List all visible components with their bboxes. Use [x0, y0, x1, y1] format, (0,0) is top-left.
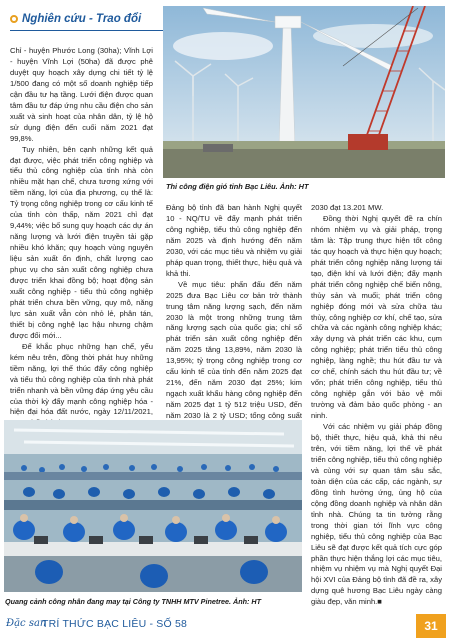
section-divider: [10, 30, 170, 31]
page-number-box: [416, 614, 446, 638]
page-footer: [0, 614, 450, 640]
paragraph: 2030 đạt 13.201 MW.: [311, 203, 384, 212]
paragraph: Đảng bộ tỉnh đã ban hành Nghị quyết 10 - NQ/TU về đẩy mạnh phát triển công nghiệp, tiểu thủ công nghiệp đến năm 2025 và định hướng đến năm 2030, với các mục tiêu và nhiệm vụ giải pháp quan trọng, thiết thực, hiệu quả và khả thi.: [166, 203, 302, 278]
paragraph: Với các nhiệm vụ giải pháp đồng bộ, thiết thực, hiệu quả, khả thi nêu trên, với tiềm năng, lợi thế về phát triển công nghiệp, tiểu thủ công nghiệp và cùng với sự quan tâm sâu sắc, toàn diện của các cấp, các ngành, sự đồng tình hưởng ứng, ủng hộ của cộng đồng doanh nghiệp và nhân dân tỉnh nhà. Chúng ta tin tưởng rằng trong thời gian tới lĩnh vực công nghiệp, tiểu thủ công nghiệp của Bạc Liêu sẽ đạt được kết quả tích cực góp phần thực hiện thắng lợi các mục tiêu, nhiệm vụ nhiệm vụ mà Nghị quyết Đại hội XVI của Đảng bộ tỉnh đã đề ra, xây dựng quê hương Bạc Liêu ngày càng giàu đẹp, văn minh.■: [311, 422, 442, 607]
paragraph: Về mục tiêu: phấn đấu đến năm 2025 đưa Bạc Liêu cơ bản trở thành trung tâm năng lượng sạch, đến năm 2030 là một trong những trung tâm năng lượng sạch của quốc gia; chỉ số phát triển sản xuất công nghiệp đến năm 2025 tăng 13,89%, năm 2030 là 13,95%; tỷ trọng công nghiệp trong cơ cấu kinh tế của tỉnh đến năm 2025 đạt 21%, đến năm 2030 đạt 25%; kim ngạch xuất khẩu hàng công nghiệp đến năm 2025 đạt 1 tỷ 512 triệu USD, đến năm 2030 là 2 tỷ USD; tổng công suất: [166, 279, 302, 421]
page-number: 31: [424, 619, 438, 633]
article-column-2: [166, 203, 302, 444]
paragraph: Tuy nhiên, bên cạnh những kết quả đạt được, việc phát triển công nghiệp và tiểu thủ công nghiệp của tỉnh nhà còn nhiều mặt hạn chế, chưa tương xứng với tiềm năng, lợi của địa phương, cụ thể là: Tỷ trọng công nghiệp trong cơ cấu kinh tế của tỉnh còn thấp, năm 2021 chỉ đạt 9,44%; việc bố sung quy hoạch các dự án năng lượng và lưới điện truyền tải gặp nhiều khó khăn; quy hoạch vùng nguyên liệu sản xuất ổn định, chất lượng cao phục vụ cho sản xuất công nghiệp chưa được triển khai đồng bộ; hoạt động sản xuất công nghiệp - tiểu thủ công nghiệp phát triển chưa bền vững, quy mô, năng lực sản xuất vẫn còn nhỏ lẻ, phân tán, thiết bị công nghệ lạc hậu nhưng chậm được đổi mới...: [10, 144, 153, 340]
section-title: Nghiên cứu - Trao đổi: [22, 13, 142, 25]
factory-workers-photo: [4, 420, 302, 592]
wind-turbine-photo: [163, 6, 445, 178]
publication-title: TRÍ THỨC BẠC LIÊU - SỐ 58: [42, 618, 188, 630]
paragraph: Để khắc phục những hạn chế, yếu kém nêu trên, đồng thời phát huy những tiềm năng, lợi thế thúc đẩy công nghiệp và tiểu thủ công nghiệp của tỉnh nhà phát triển nhanh và bền vững đáp ứng yêu cầu của thời kỳ đẩy mạnh công nghiệp hóa - hiện đại hóa đất nước, ngày 12/11/2021,: [10, 341, 153, 417]
section-label: [10, 10, 141, 28]
paragraph: Chỉ - huyện Phước Long (30ha); Vĩnh Lợi - huyện Vĩnh Lợi (50ha) đã được phê duyệt quy hoạch xây dựng chi tiết tỷ lệ 1/500 đang có một số doanh nghiệp tiếp cận đầu tư hạ tầng. Lưới điện được quan tâm đầu tư đáp ứng nhu cầu điện cho sản xuất và sinh hoạt của nhân dân, tỷ lệ hộ sử dụng điện đến cuối năm 2021 đạt 99,8%.: [10, 46, 153, 143]
article-column-3: [311, 203, 442, 608]
article-column-1: [10, 46, 153, 429]
photo-caption: Thi công điện gió tỉnh Bạc Liêu. Ảnh: HT: [166, 182, 309, 191]
photo-caption: Quang cảnh công nhân đang may tại Công ty TNHH MTV Pinetree. Ảnh: HT: [5, 597, 261, 606]
magazine-brand: Đặc san: [6, 618, 47, 629]
paragraph: Đồng thời Nghị quyết đề ra chín nhóm nhiệm vụ và giải pháp, trọng tâm là: Tập trung thực hiện tốt công tác quy hoạch và thực hiện quy hoạch; phát triển công nghiệp năng lượng tái tạo, điện khí và lưới điện; đẩy mạnh phát triển công nghiệp chế biến nông, thủy sản và muối; phát triển công nghiệp đóng mới và sửa chữa tàu thủy, công nghiệp cơ khí, chế tạo, sửa chữa và các ngành công nghiệp khác; xây dựng và phát triển các khu, cụm công nghiệp; phát triển tiểu thủ công nghiệp, làng nghề; thu hút đầu tư và cơ chế, chính sách thu hút đầu tư; về vốn; phát triển công nghiệp, tiểu thủ công nghiệp gắn với bảo vệ môi trường và đảm bảo quốc phòng - an ninh.: [311, 213, 442, 421]
bullet-circle-icon: [10, 15, 18, 23]
